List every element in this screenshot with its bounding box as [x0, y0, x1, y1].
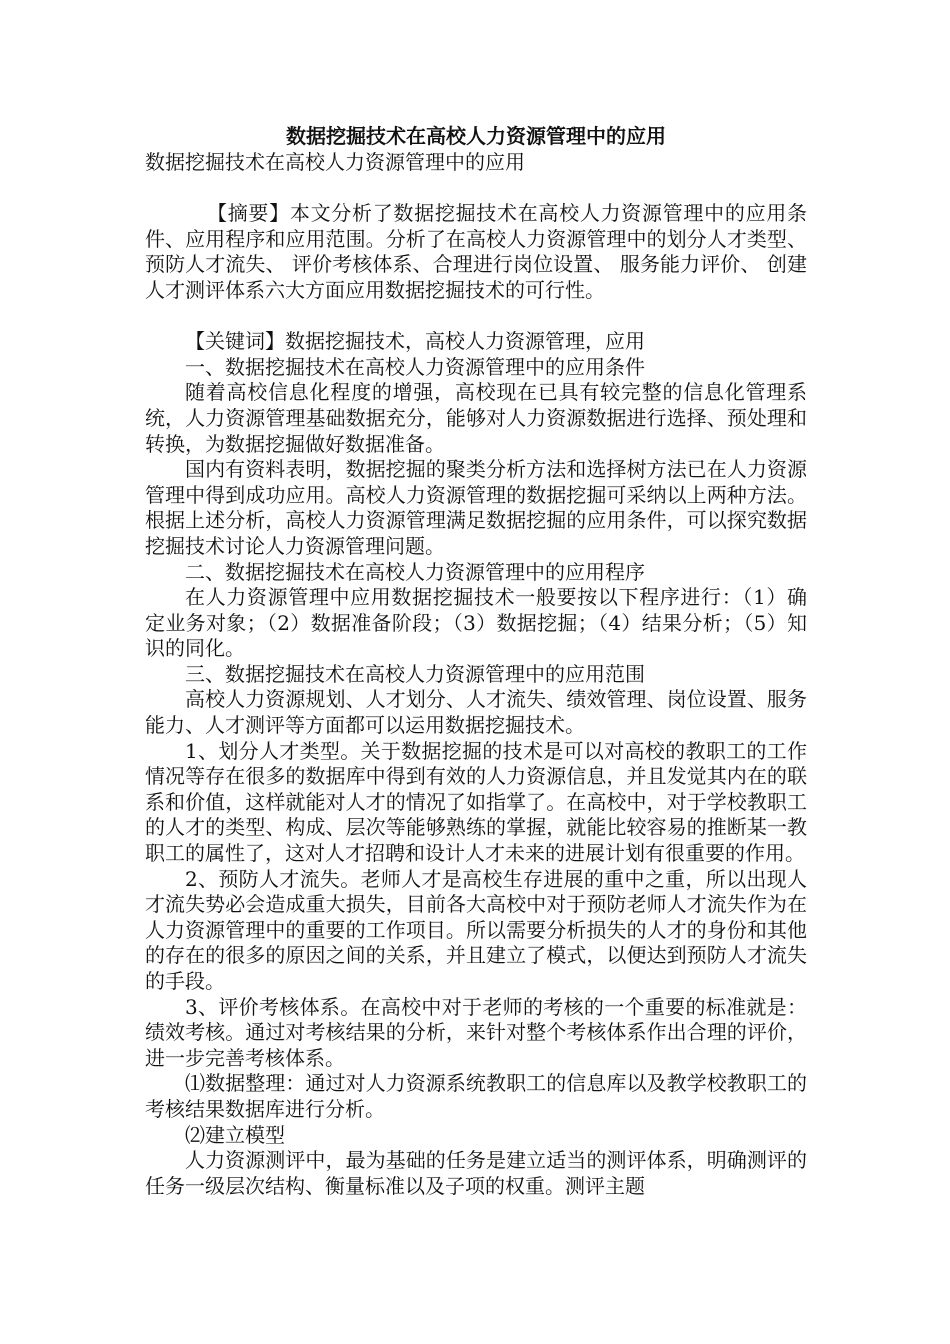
body-paragraph: 国内有资料表明，数据挖掘的聚类分析方法和选择树方法已在人力资源管理中得到成功应用。高校人力资源管理的数据挖掘可采纳以上两种方法。根据上述分析，高校人力资源管理满足数据挖掘的应用条件，可以探究数据挖掘技术讨论人力资源管理问题。	[145, 457, 807, 558]
body-paragraph: ⑴数据整理：通过对人力资源系统教职工的信息库以及教学校教职工的考核结果数据库进行分析。	[145, 1071, 807, 1121]
body-paragraph: 1、划分人才类型。关于数据挖掘的技术是可以对高校的教职工的工作情况等存在很多的数据库中得到有效的人力资源信息，并且发觉其内在的联系和价值，这样就能对人才的情况了如指掌了。在高校中，对于学校教职工的人才的类型、构成、层次等能够熟练的掌握，就能比较容易的推断某一教职工的属性了，这对人才招聘和设计人才未来的进展计划有很重要的作用。	[145, 738, 807, 866]
document-page	[145, 122, 807, 1199]
body-paragraph: 人力资源测评中，最为基础的任务是建立适当的测评体系，明确测评的任务一级层次结构、衡量标准以及子项的权重。测评主题	[145, 1148, 807, 1198]
spacer	[145, 176, 807, 202]
body-paragraph: 2、预防人才流失。老师人才是高校生存进展的重中之重，所以出现人才流失势必会造成重大损失，目前各大高校中对于预防老师人才流失作为在人力资源管理中的重要的工作项目。所以需要分析损失的人才的身份和其他的存在的很多的原因之间的关系，并且建立了模式，以便达到预防人才流失的手段。	[145, 866, 807, 993]
abstract-paragraph: 【摘要】本文分析了数据挖掘技术在高校人力资源管理中的应用条件、应用程序和应用范围。分析了在高校人力资源管理中的划分人才类型、 预防人才流失、 评价考核体系、合理进行岗位设置、 服务能力评价、 创建人才测评体系六大方面应用数据挖掘技术的可行性。	[145, 201, 807, 302]
section-heading-procedure: 二、数据挖掘技术在高校人力资源管理中的应用程序	[185, 559, 645, 584]
section-heading-conditions: 一、数据挖掘技术在高校人力资源管理中的应用条件	[185, 354, 645, 379]
document-title: 数据挖掘技术在高校人力资源管理中的应用	[286, 124, 666, 148]
section-heading-scope: 三、数据挖掘技术在高校人力资源管理中的应用范围	[185, 661, 645, 686]
body-paragraph: 随着高校信息化程度的增强，高校现在已具有较完整的信息化管理系统，人力资源管理基础数据充分，能够对人力资源数据进行选择、预处理和转换，为数据挖掘做好数据准备。	[145, 380, 807, 456]
spacer	[145, 304, 807, 330]
body-paragraph: 高校人力资源规划、人才划分、人才流失、绩效管理、岗位设置、服务能力、人才测评等方面都可以运用数据挖掘技术。	[145, 687, 807, 738]
document-subtitle: 数据挖掘技术在高校人力资源管理中的应用	[145, 150, 525, 174]
body-paragraph: 在人力资源管理中应用数据挖掘技术一般要按以下程序进行：（1）确定业务对象；（2）数据准备阶段；（3）数据挖掘；（4）结果分析；（5）知识的同化。	[145, 585, 807, 661]
body-paragraph: 3、评价考核体系。在高校中对于老师的考核的一个重要的标准就是：绩效考核。通过对考核结果的分析，来针对整个考核体系作出合理的评价，进一步完善考核体系。	[145, 994, 807, 1070]
body-paragraph: ⑵建立模型	[185, 1122, 285, 1147]
keywords-paragraph: 【关键词】数据挖掘技术，高校人力资源管理，应用	[185, 329, 645, 354]
